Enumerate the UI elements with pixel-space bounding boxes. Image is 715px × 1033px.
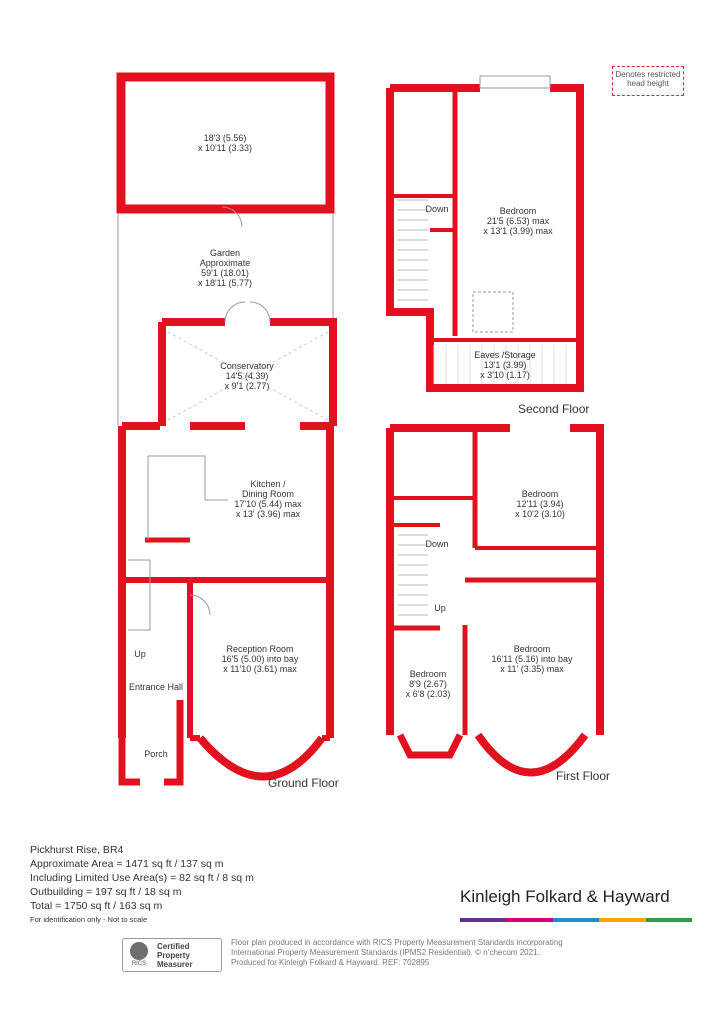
bedroom-front-dim2: x 11' (3.35) max — [500, 664, 564, 674]
first-small-bay — [400, 735, 460, 755]
conservatory-dim1: 14'5 (4.39) — [225, 371, 269, 381]
conservatory-dim2: x 9'1 (2.77) — [224, 381, 270, 391]
bedroom-rear-name: Bedroom — [521, 489, 559, 499]
footer-line3: Produced for Kinleigh Folkard & Hayward. REF: 702895 — [231, 958, 430, 967]
rics-logo-text: RICS — [131, 961, 147, 967]
eaves-dim2: x 3'10 (1.17) — [480, 370, 530, 380]
rics-badge — [122, 938, 222, 972]
rics-certified-text — [157, 942, 193, 969]
eaves-name: Eaves /Storage — [474, 350, 536, 360]
bedroom-front-name: Bedroom — [513, 644, 551, 654]
bedroom-second-name: Bedroom — [499, 206, 537, 216]
identification-note: For identification only - Not to scale — [30, 915, 148, 924]
outbuilding-dim2: x 10'11 (3.33) — [197, 143, 253, 153]
bedroom-rear-dim1: 12'11 (3.94) — [516, 499, 564, 509]
rics-line1: Certified — [157, 942, 190, 951]
garden-dim1: 59'1 (18.01) — [201, 268, 249, 278]
footer-line1: Floor plan produced in accordance with RICS Property Measurement Standards incorporating — [231, 938, 563, 947]
outbuilding-area: Outbuilding = 197 sq ft / 18 sq m — [30, 886, 182, 898]
garden-dim2: x 18'11 (5.77) — [197, 278, 253, 288]
footer-disclaimer — [231, 938, 651, 968]
restricted-height-legend — [612, 66, 684, 96]
bedroom-rear-dim2: x 10'2 (3.10) — [515, 509, 565, 519]
brand-color-2 — [506, 918, 552, 922]
total-area: Total = 1750 sq ft / 163 sq m — [30, 900, 163, 912]
first-floor-label: First Floor — [556, 769, 610, 783]
bedroom-second-dim2: x 13'1 (3.99) max — [483, 226, 553, 236]
eaves-dim1: 13'1 (3.99) — [483, 360, 527, 370]
kitchen-name1: Kitchen / — [250, 479, 286, 489]
second-down: Down — [425, 204, 449, 214]
limited-use-area: Including Limited Use Area(s) = 82 sq ft / 8 sq m — [30, 872, 254, 884]
garden-line2: Approximate — [199, 258, 251, 268]
first-front-bay — [478, 735, 585, 773]
reception-bay — [200, 738, 322, 777]
first-down: Down — [425, 539, 449, 549]
reception-dim2: x 11'10 (3.61) max — [223, 664, 297, 674]
porch-name: Porch — [144, 749, 168, 759]
conservatory-name: Conservatory — [220, 361, 274, 371]
brand-color-5 — [646, 918, 692, 922]
reception-name: Reception Room — [226, 644, 294, 654]
kitchen-name2: Dining Room — [241, 489, 295, 499]
bedroom-small-dim1: 8'9 (2.67) — [409, 679, 447, 689]
footer-line2: International Property Measurement Standards (IPMS2 Residential). © n’checom 2021. — [231, 948, 540, 957]
legend-text: Denotes restricted head height — [615, 70, 681, 88]
rics-line3: Measurer — [157, 960, 193, 969]
first-floor-plan — [390, 428, 600, 773]
porch-walls — [122, 700, 180, 782]
area-info — [30, 843, 254, 926]
bedroom-small-name: Bedroom — [409, 669, 447, 679]
rics-line2: Property — [157, 951, 190, 960]
approximate-area: Approximate Area = 1471 sq ft / 137 sq m — [30, 858, 224, 870]
brand-color-4 — [599, 918, 645, 922]
entrance-up: Up — [134, 649, 146, 659]
first-up: Up — [434, 603, 446, 613]
address: Pickhurst Rise, BR4 — [30, 844, 124, 856]
bedroom-small-dim2: x 6'8 (2.03) — [405, 689, 451, 699]
second-floor-walls — [390, 88, 580, 388]
brand-color-1 — [460, 918, 506, 922]
rics-logo-icon — [127, 942, 151, 968]
kitchen-dim2: x 13' (3.96) max — [235, 509, 301, 519]
ground-floor-label: Ground Floor — [268, 776, 339, 790]
outbuilding-dim1: 18'3 (5.56) — [203, 133, 247, 143]
second-floor-label: Second Floor — [518, 402, 590, 416]
bedroom-second-dim1: 21'5 (6.53) max — [486, 216, 550, 226]
ground-floor-plan — [118, 77, 333, 782]
garden-name: Garden — [209, 248, 241, 258]
reception-dim1: 16'5 (5.00) into bay — [221, 654, 299, 664]
bedroom-front-dim1: 16'11 (5.16) into bay — [491, 654, 573, 664]
agent-brand: Kinleigh Folkard & Hayward — [460, 887, 670, 906]
brand-color-3 — [553, 918, 599, 922]
kitchen-dim1: 17'10 (5.44) max — [234, 499, 302, 509]
entrance-name: Entrance Hall — [128, 682, 184, 692]
brand-color-bar — [460, 918, 692, 922]
